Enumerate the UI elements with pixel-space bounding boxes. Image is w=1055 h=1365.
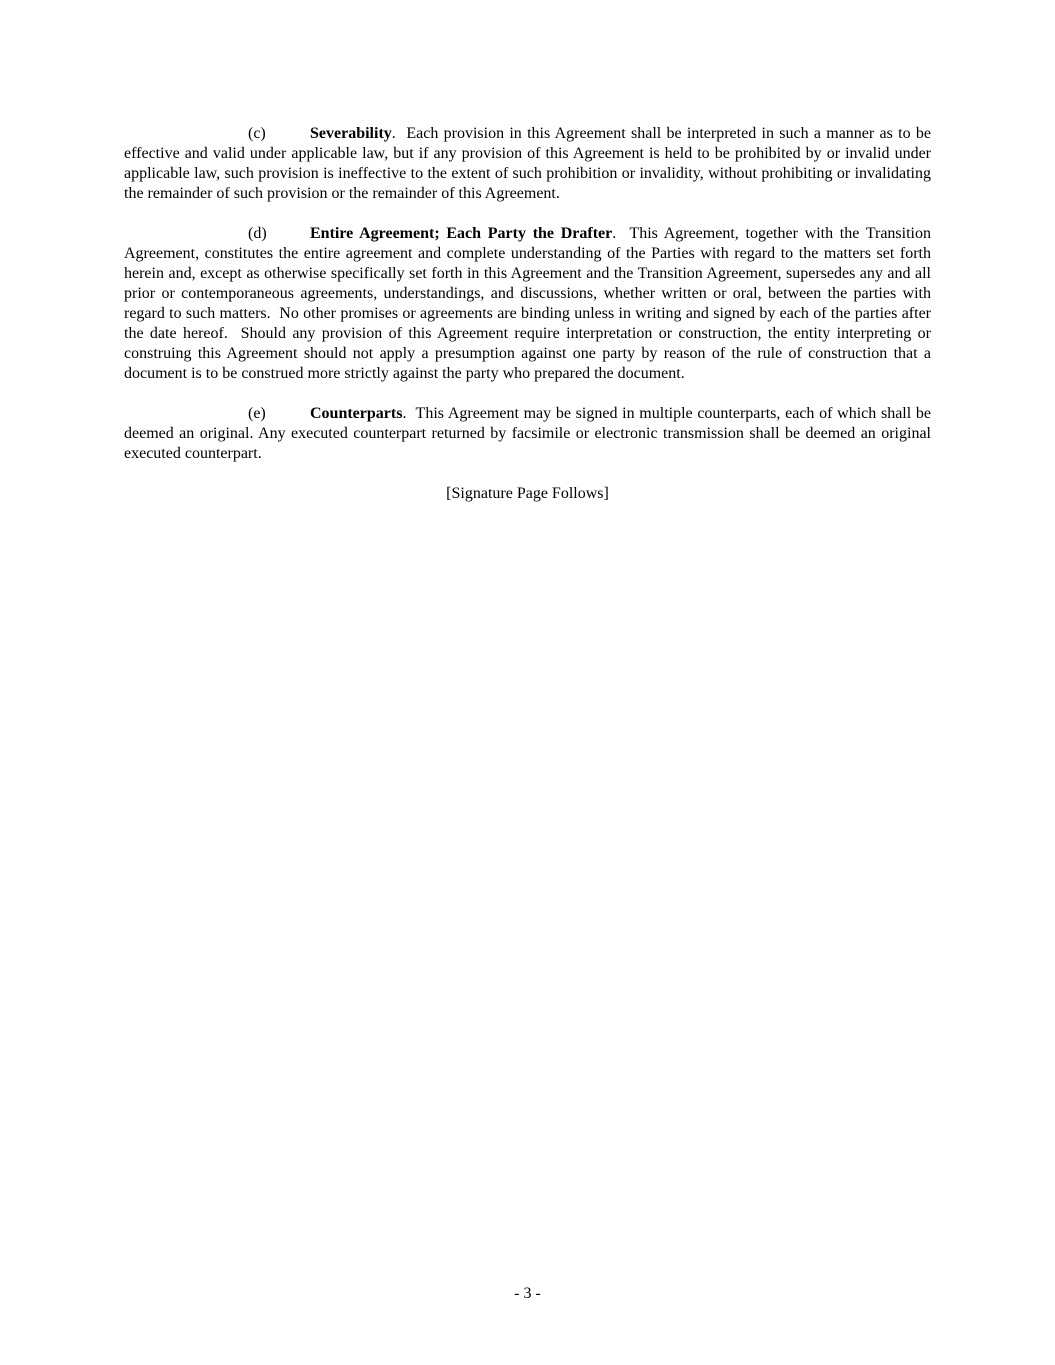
page-number: - 3 - [514,1285,541,1302]
section-severability [124,124,935,204]
section-heading-punct: . [612,225,617,242]
document-body [124,124,935,504]
section-heading-punct: . [391,125,396,142]
section-body: This Agreement may be signed in multiple counterparts, each of which shall be deemed an original. Any executed counterpart returned by facsimile or electronic transmission shall be deemed an original executed counterpart. [124,405,935,462]
section-body: This Agreement, together with the Transition Agreement, constitutes the entire agreement and complete understanding of the Parties with regard to the matters set forth herein and, except as otherwise specifically set forth in this Agreement and the Transition Agreement, supersedes any and all prior or contemporaneous agreements, understandings, and discussions, whether written or oral, between the parties with regard to such matters. No other promises or agreements are binding unless in writing and signed by each of the parties after the date hereof. Should any provision of this Agreement require interpretation or construction, the entity interpreting or construing this Agreement should not apply a presumption against one party by reason of the rule of construction that a document is to be construed more strictly against the party who prepared the document. [124,225,935,382]
section-heading: Entire Agreement; Each Party the Drafter [310,225,613,242]
section-heading: Counterparts [310,405,403,422]
section-marker: (c) [248,125,266,142]
section-heading: Severability [310,125,392,142]
section-body: Each provision in this Agreement shall be interpreted in such a manner as to be effective and valid under applicable law, but if any provision of this Agreement is held to be prohibited by or invalid under applicable law, such provision is ineffective to the extent of such prohibition or invalidity, without prohibiting or invalidating the remainder of such provision or the remainder of this Agreement. [124,125,935,202]
section-heading-punct: . [402,405,407,422]
section-entire-agreement [124,224,935,384]
signature-page-note: [Signature Page Follows] [446,485,609,502]
section-counterparts [124,404,935,464]
section-marker: (d) [248,225,267,242]
section-marker: (e) [248,405,266,422]
